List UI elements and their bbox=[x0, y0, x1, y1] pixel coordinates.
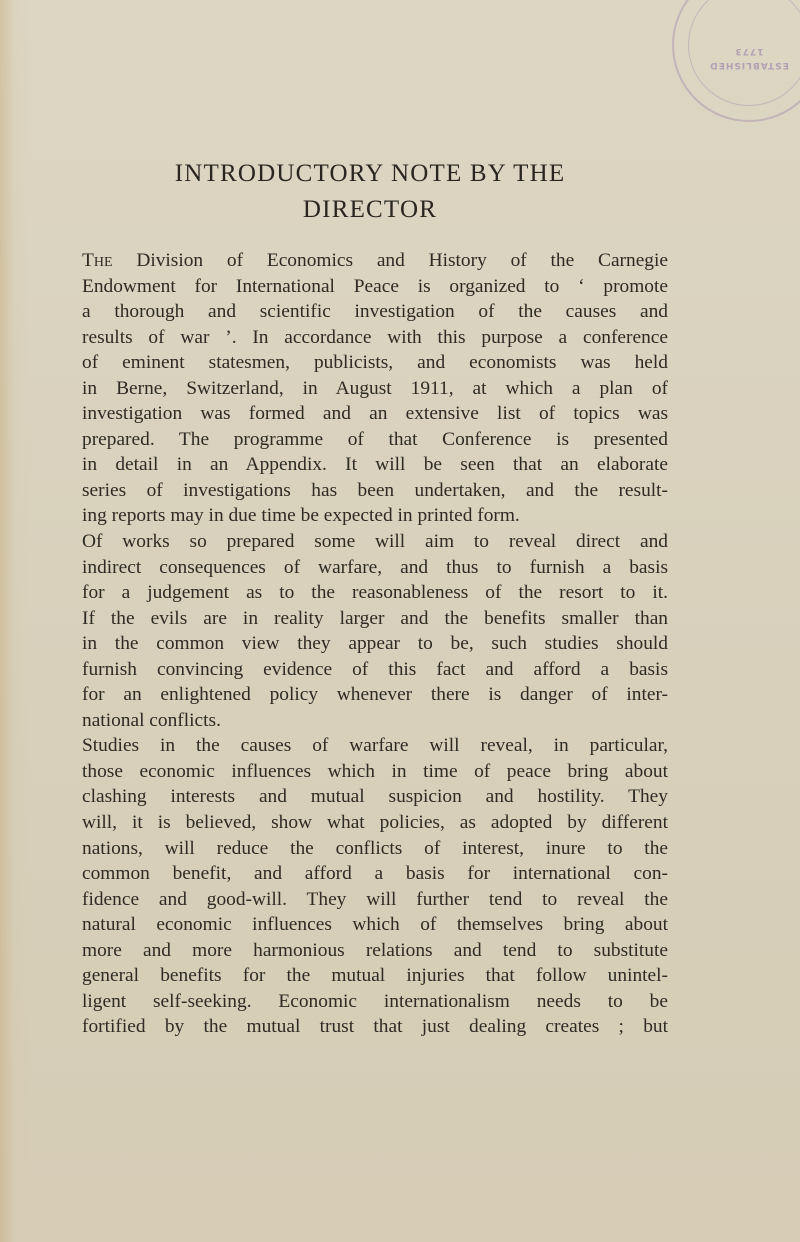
lead-word: The bbox=[82, 250, 113, 271]
text-line: prepared. The programme of that Conference is presented bbox=[82, 428, 668, 450]
text-line: ing reports may in due time be expected in printed form. bbox=[82, 505, 520, 527]
text-line: ligent self-seeking. Economic internationalism needs to be bbox=[82, 990, 668, 1012]
text-line: a thorough and scientific investigation of the causes and bbox=[82, 301, 668, 323]
text-line: those economic influences which in time of peace bring about bbox=[82, 760, 668, 782]
text-line: fortified by the mutual trust that just dealing creates ; but bbox=[82, 1016, 668, 1038]
text-line: of eminent statesmen, publicists, and economists was held bbox=[82, 352, 668, 374]
text-line: nations, will reduce the conflicts of interest, inure to the bbox=[82, 837, 668, 859]
body-text bbox=[82, 248, 668, 1040]
text-line: natural economic influences which of themselves bring about bbox=[82, 914, 668, 936]
library-stamp-text: ESTABLISHED 1773 bbox=[709, 46, 789, 70]
text-line: furnish convincing evidence of this fact and afford a basis bbox=[82, 658, 668, 680]
text-line: for an enlightened policy whenever there is danger of inter- bbox=[82, 684, 668, 706]
text-line: national conflicts. bbox=[82, 709, 221, 731]
text-line: in Berne, Switzerland, in August 1911, at which a plan of bbox=[82, 377, 668, 399]
text-line: common benefit, and afford a basis for international con- bbox=[82, 863, 668, 885]
text-line: more and more harmonious relations and tend to substitute bbox=[82, 939, 668, 961]
page-title-line-2: DIRECTOR bbox=[302, 196, 438, 223]
text-line: If the evils are in reality larger and the benefits smaller than bbox=[82, 607, 668, 629]
library-stamp bbox=[672, 0, 800, 122]
text-line: indirect consequences of warfare, and thus to furnish a basis bbox=[82, 556, 668, 578]
page-title-line-1: INTRODUCTORY NOTE BY THE bbox=[174, 160, 566, 187]
text-line: in detail in an Appendix. It will be seen that an elaborate bbox=[82, 454, 668, 476]
text-line: for a judgement as to the reasonableness of the resort to it. bbox=[82, 582, 668, 604]
text-line: The Division of Economics and History of the Carnegie bbox=[82, 250, 668, 271]
text-line: Studies in the causes of warfare will reveal, in particular, bbox=[82, 735, 668, 757]
text-line: investigation was formed and an extensive list of topics was bbox=[82, 403, 668, 425]
text-line: will, it is believed, show what policies, as adopted by different bbox=[82, 812, 668, 834]
text-line: Of works so prepared some will aim to reveal direct and bbox=[82, 531, 668, 553]
text-line: in the common view they appear to be, such studies should bbox=[82, 633, 668, 655]
text-line: clashing interests and mutual suspicion and hostility. They bbox=[82, 786, 668, 808]
text-line: general benefits for the mutual injuries that follow unintel- bbox=[82, 965, 668, 987]
text-line: Endowment for International Peace is organized to ‘ promote bbox=[82, 275, 668, 297]
text-line: results of war ’. In accordance with this purpose a conference bbox=[82, 326, 668, 348]
text-line: series of investigations has been undertaken, and the result- bbox=[82, 479, 668, 501]
text-line: fidence and good-will. They will further tend to reveal the bbox=[82, 888, 668, 910]
